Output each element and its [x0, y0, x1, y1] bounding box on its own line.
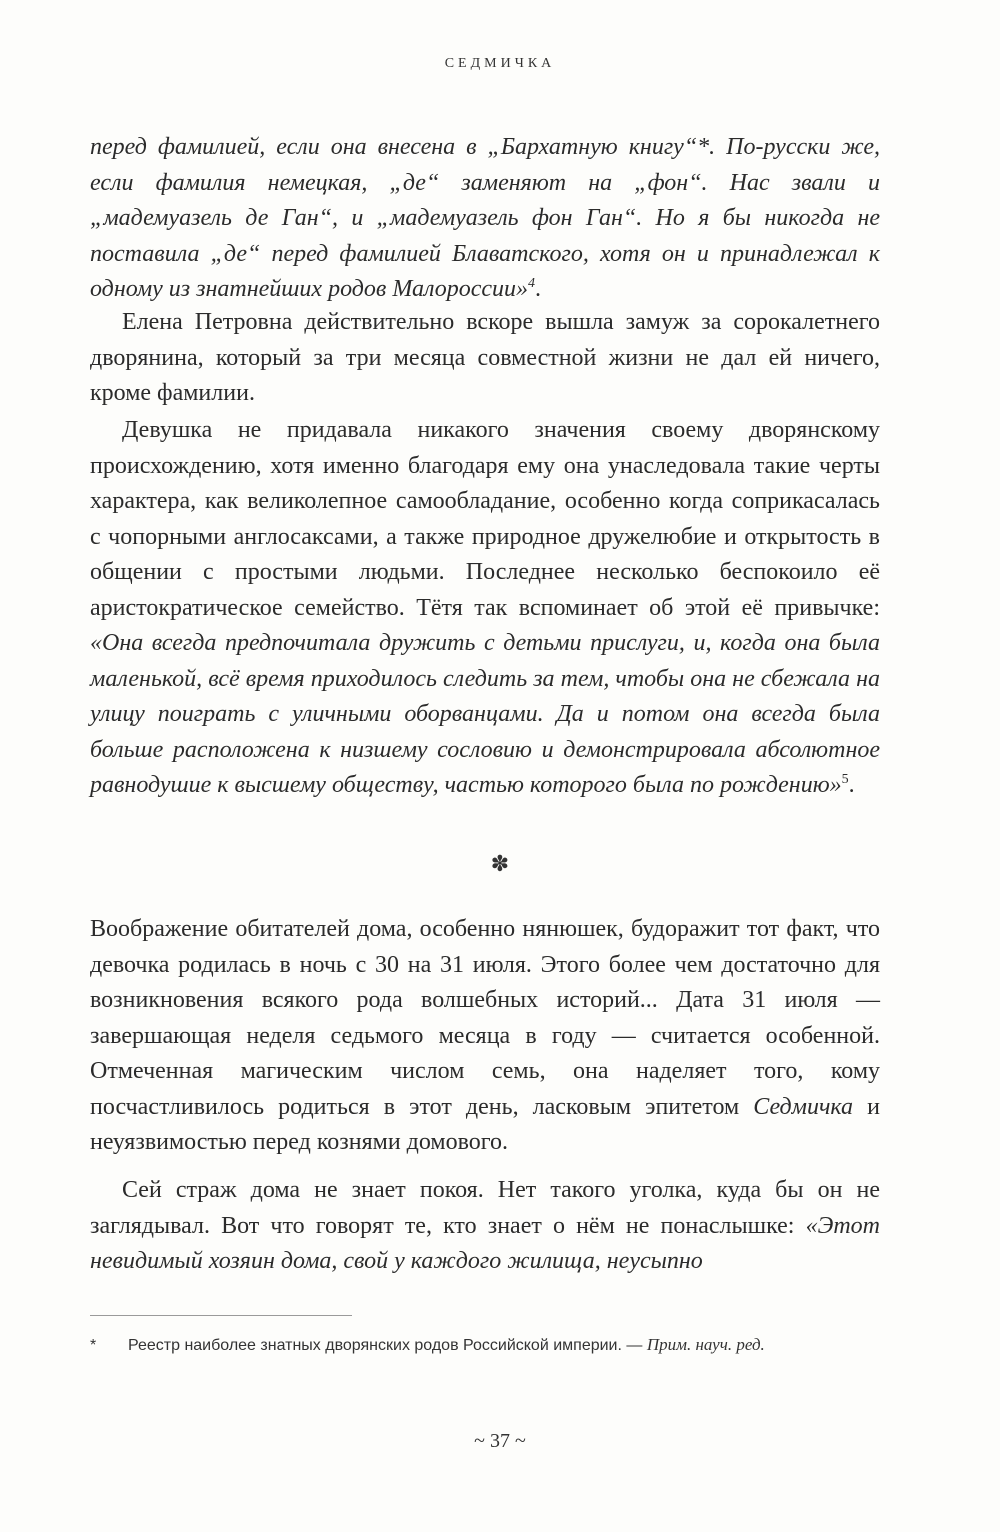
paragraph-text: Девушка не придавала никакого значения своему дворянскому происхождению, хотя именно благодаря ему она унаследовала такие черты характера, как великолепное самообладание, особенно когда соприкасалась с чопорными англосаксами, а также природное дружелюбие и открытость в общении с простыми людьми. Последнее несколько беспокоило её аристократическое семейство. Тётя так вспоминает об этой её привычке:: [90, 417, 880, 621]
quote-text: «Этот невидимый хозяин дома, свой у каждого жилища, неусыпно: [90, 1212, 880, 1274]
paragraph-character: Девушка не придавала никакого значения своему дворянскому происхождению, хотя именно благодаря ему она унаследовала такие черты характера, как великолепное самообладание, особенно когда соприкасалась с чопорными англосаксами, а также природное дружелюбие и открытость в общении с простыми людьми. Последнее несколько беспокоило её аристократическое семейство. Тётя так вспоминает об этой её привычке: «Она всегда предпочитала дружить с детьми прислуги, и, когда она была маленькой, всё время приходилось следить за тем, чтобы она не сбежала на улицу поиграть с уличными оборванцами. Да и потом она всегда была больше расположена к низшему сословию и демонстрировала абсолютное равнодушие к высшему обществу, частью которого была по рождению»$^5$.: [90, 417, 880, 798]
quote-text: «Она всегда предпочитала дружить с детьми прислуги, и, когда она была маленькой, всё время приходилось следить за тем, чтобы она не сбежала на улицу поиграть с уличными оборванцами. Да и потом она всегда была больше расположена к низшему сословию и демонстрировала абсолютное равнодушие к высшему обществу, частью которого была по рождению»: [90, 630, 880, 798]
paragraph-text: Сей страж дома не знает покоя. Нет такого уголка, куда бы он не заглядывал. Вот что говорят те, кто знает о нём не понаслышке:: [90, 1177, 880, 1239]
footnote-divider: [90, 1315, 352, 1316]
section-ornament-icon: ✽: [490, 852, 510, 877]
paragraph-continuation: перед фамилией, если она внесена в „Бархатную книгу“*. По-русски же, если фамилия немецкая, „де“ заменяют на „фон“. Нас звали и „мадемуазель де Ган“, и „мадемуазель фон Ган“. Но я бы никогда не поставила „де“ перед фамилией Блаватского, хотя он и принадлежал к одному из знатнейших родов Малороссии»$^4$.: [90, 134, 880, 302]
footnote-editor-note: Прим. науч. ред.: [646, 1335, 765, 1354]
paragraph-text: и неуязвимостью перед кознями домового.: [90, 1093, 881, 1155]
paragraph-text: Воображение обитателей дома, особенно нянюшек, будоражит тот факт, что девочка родилась в ночь с 30 на 31 июля. Этого более чем достаточно для возникновения всякого рода волшебных историй... Дата 31 июля — завершающая неделя седьмого месяца в году — считается особенной. Отмеченная магическим числом семь, она наделяет того, кому посчастливилось родиться в этот день, ласковым эпитетом: [90, 916, 880, 1120]
footnote-marker: *: [90, 1337, 97, 1354]
footnote: [90, 1331, 880, 1359]
quote-text: перед фамилией, если она внесена в „Бархатную книгу“*. По-русски же, если фамилия немецкая, „де“ заменяют на „фон“. Нас звали и „мадемуазель де Ган“, и „мадемуазель фон Ган“. Но я бы никогда не поставила „де“ перед фамилией Блаватского, хотя он и принадлежал к одному из знатнейших родов Малороссии»: [90, 134, 880, 302]
paragraph-domovoy: [90, 1173, 880, 1280]
paragraph-text: Елена Петровна действительно вскоре вышла замуж за сорокалетнего дворянина, который за три месяца совместной жизни не дал ей ничего, кроме фамилии.: [90, 309, 880, 406]
endnote-ref: 4: [528, 276, 536, 291]
emphasis-text: Седмичка: [753, 1093, 854, 1120]
running-head: СЕДМИЧКА: [444, 56, 556, 71]
page-number: ~ 37 ~: [474, 1430, 526, 1452]
endnote-ref: 5: [841, 772, 849, 787]
paragraph-birth: [90, 912, 880, 1161]
footnote-text: Реестр наиболее знатных дворянских родов Российской империи. —: [128, 1337, 647, 1354]
paragraph-marriage: [90, 305, 880, 412]
